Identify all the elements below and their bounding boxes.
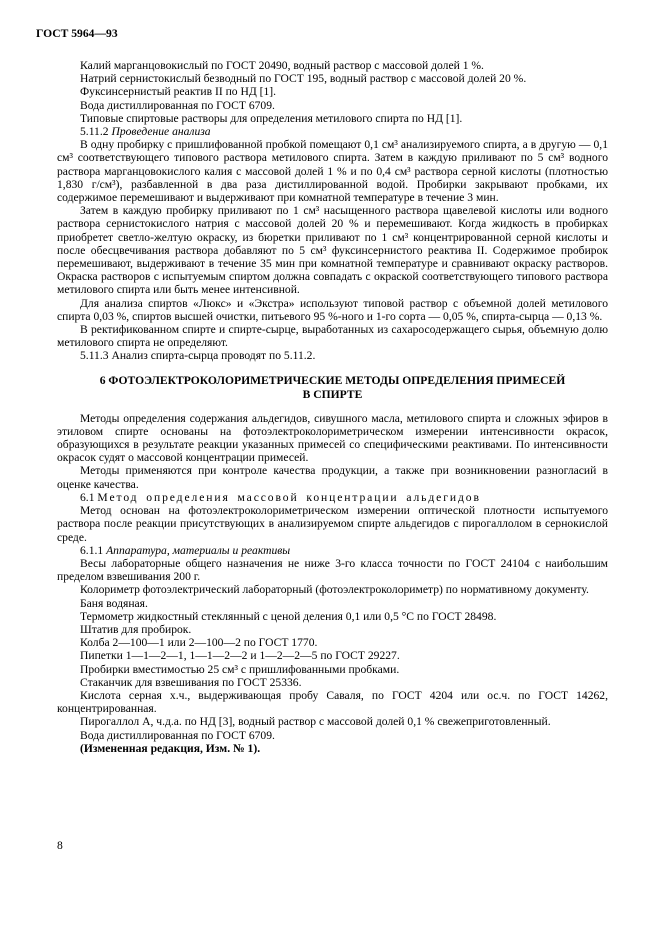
section-6-title-line1: 6 ФОТОЭЛЕКТРОКОЛОРИМЕТРИЧЕСКИЕ МЕТОДЫ ОПРЕДЕЛЕНИЯ ПРИМЕСЕЙ <box>99 373 566 387</box>
clause-6-1-1-heading <box>57 544 608 557</box>
clause-number: 6.1 <box>80 490 95 504</box>
section-6-title-line2: В СПИРТЕ <box>302 387 363 401</box>
doc-header: ГОСТ 5964—93 <box>36 27 118 40</box>
equipment-item: Термометр жидкостный стеклянный с ценой деления 0,1 или 0,5 °С по ГОСТ 28498. <box>80 609 497 623</box>
procedure-paragraph-2: Затем в каждую пробирку приливают по 1 см³ насыщенного раствора щавелевой кислоты или водного раствора сернистокислого натрия с массовой долей 20 % и перемешивают. Когда жидкость в пробирках приобретет светло-желтую окраску, из бюретки приливают по 1 см³ концентрированной серной кислоты и после обесцвечивания раствора добавляют по 5 см³ фуксинсернистого реактива II. Содержимое пробирок перемешивают, выдерживают в течение 35 мин при комнатной температуре и сравнивают окраску растворов. Окраска растворов с испытуемым спиртом должна совпадать с окраской соответствующего типового раствора метилового спирта или быть менее интенсивной. <box>57 204 608 297</box>
clause-5-11-3: 5.11.3 Анализ спирта-сырца проводят по 5.11.2. <box>80 349 316 363</box>
equipment-item: Вода дистиллированная по ГОСТ 6709. <box>80 728 275 742</box>
reagent-tipovye: Типовые спиртовые растворы для определения метилового спирта по НД [1]. <box>80 111 463 125</box>
procedure-paragraph-4: В ректификованном спирте и спирте-сырце, выработанных из сахаросодержащего сырья, объемную долю метилового спирта не определяют. <box>57 323 608 350</box>
section-6-intro-2: Методы применяются при контроле качества продукции, а также при возникновении разногласий в оценке качества. <box>57 464 608 491</box>
amendment-note: (Измененная редакция, Изм. № 1). <box>80 741 261 755</box>
procedure-paragraph-3: Для анализа спиртов «Люкс» и «Экстра» используют типовой раствор с объемной долей метилового спирта 0,03 %, спиртов высшей очистки, питьевого 95 %-ного и 1-го сорта — 0,05 %, спирта-сырца — 0,13 %. <box>57 296 608 323</box>
clause-5-11-2-heading <box>57 125 608 138</box>
equipment-item: Колба 2—100—1 или 2—100—2 по ГОСТ 1770. <box>80 636 318 650</box>
procedure-paragraph-1: В одну пробирку с пришлифованной пробкой помещают 0,1 см³ анализируемого спирта, а в другую — 0,1 см³ соответствующего типового раствора метилового спирта. Затем в каждую приливают по 5 см³ водного раствора марганцовокислого калия с массовой долей 1 % и по 0,4 см³ раствора серной кислоты (плотностью 1,830 г/см³), разбавленной в два раза дистиллированной водой. Пробирки закрывают пробками, их содержимое перемешивают и выдерживают при комнатной температуре в течение 3 мин. <box>57 138 608 205</box>
equipment-item: Пипетки 1—1—2—1, 1—1—2—2 и 1—2—2—5 по ГОСТ 29227. <box>80 649 400 663</box>
reagent-voda: Вода дистиллированная по ГОСТ 6709. <box>80 98 275 112</box>
clause-title: Проведение анализа <box>111 125 211 139</box>
method-basis: Метод основан на фотоэлектроколориметрическом измерении оптической плотности испытуемого раствора после реакции присутствующих в анализируемом спирте альдегидов с пирогаллолом в сернокислой среде. <box>57 504 608 544</box>
clause-title: Аппаратура, материалы и реактивы <box>106 543 291 557</box>
equipment-item: Баня водяная. <box>80 596 148 610</box>
equipment-item: Стаканчик для взвешивания по ГОСТ 25336. <box>80 675 302 689</box>
equipment-item: Штатив для пробирок. <box>80 622 192 636</box>
section-6-title <box>57 374 608 402</box>
clause-6-1-heading <box>57 491 608 504</box>
equipment-item: Пробирки вместимостью 25 см³ с пришлифованными пробками. <box>80 662 400 676</box>
clause-number: 5.11.2 <box>80 125 109 139</box>
page-number: 8 <box>57 839 63 852</box>
equipment-item: Кислота серная х.ч., выдерживающая пробу Саваля, по ГОСТ 4204 или ос.ч. по ГОСТ 14262, концентрированная. <box>57 688 608 716</box>
clause-title: Метод определения массовой концентрации альдегидов <box>97 490 481 504</box>
clause-number: 6.1.1 <box>80 543 104 557</box>
section-6-intro-1: Методы определения содержания альдегидов, сивушного масла, метилового спирта и сложных эфиров в этиловом спирте основаны на фотоэлектроколориметрическом измерении интенсивности окрасок, образующихся в результате реакции указанных примесей со специфическими реактивами. По интенсивности окрасок судят о массовой концентрации примесей. <box>57 411 608 465</box>
equipment-item: Пирогаллол А, ч.д.а. по НД [3], водный раствор с массовой долей 0,1 % свежеприготовленный. <box>80 715 551 729</box>
reagent-natriy: Натрий сернистокислый безводный по ГОСТ 195, водный раствор с массовой долей 20 %. <box>80 72 527 86</box>
reagent-fuksin: Фуксинсернистый реактив II по НД [1]. <box>80 85 277 99</box>
equipment-item: Весы лабораторные общего назначения не ниже 3-го класса точности по ГОСТ 24104 с наибольшим пределом взвешивания 200 г. <box>57 556 608 584</box>
equipment-item: Колориметр фотоэлектрический лабораторный (фотоэлектроколориметр) по нормативному документу. <box>80 583 589 597</box>
reagent-kaliy: Калий марганцовокислый по ГОСТ 20490, водный раствор с массовой долей 1 %. <box>80 59 484 72</box>
document-content <box>57 59 608 755</box>
